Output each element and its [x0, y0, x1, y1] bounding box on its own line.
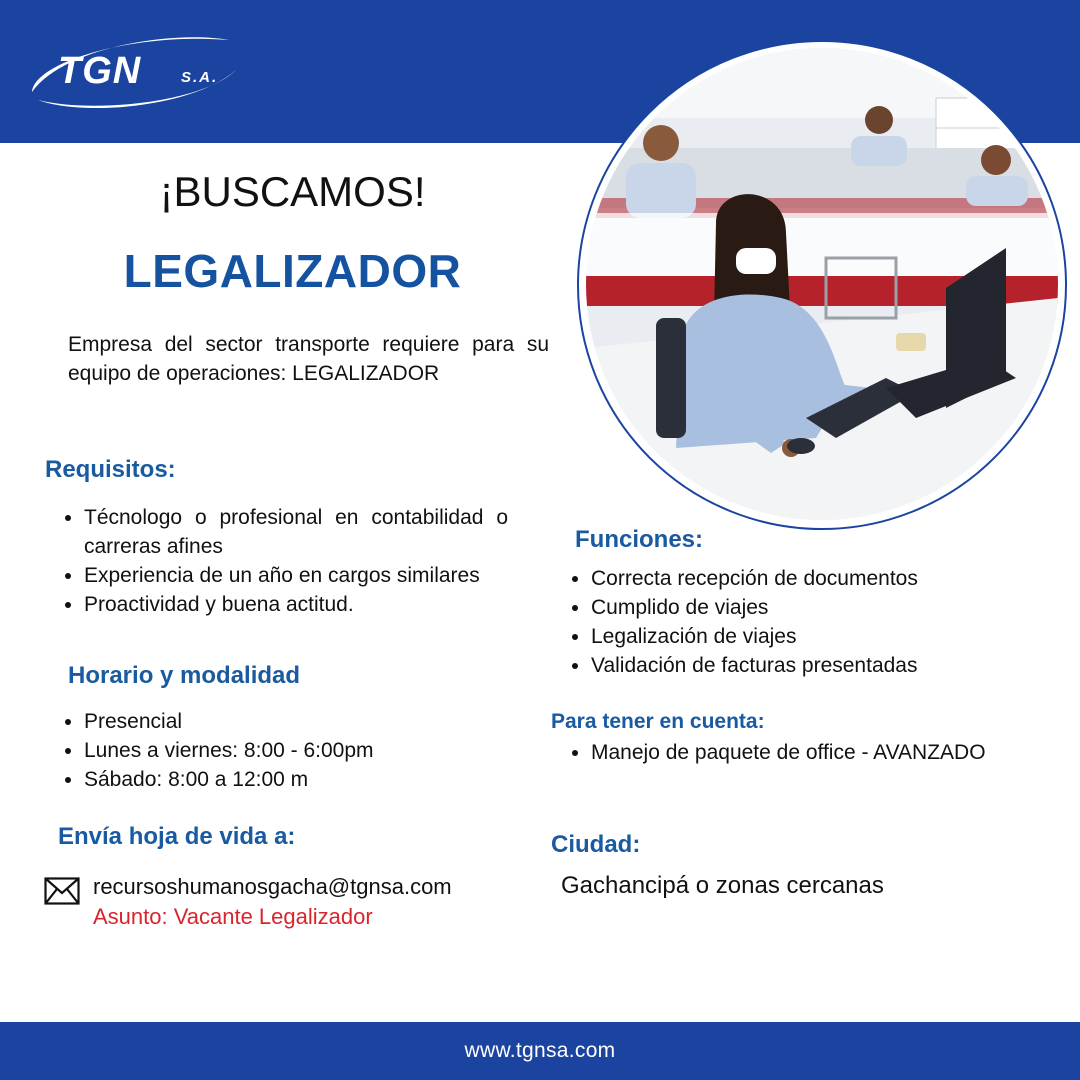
list-item: • Validación de facturas presentadas [591, 651, 1031, 680]
tener-en-cuenta-title: Para tener en cuenta: [551, 710, 765, 733]
list-item: • Presencial [84, 707, 524, 736]
list-item: • Legalización de viajes [591, 622, 1031, 651]
company-logo [24, 22, 244, 118]
list-item: • Correcta recepción de documentos [591, 564, 1031, 593]
list-item: • Lunes a viernes: 8:00 - 6:00pm [84, 736, 524, 765]
website-link[interactable]: www.tgnsa.com [464, 1039, 616, 1062]
tener-en-cuenta-list [567, 738, 1017, 767]
list-item: • Sábado: 8:00 a 12:00 m [84, 765, 524, 794]
footer-band [0, 1022, 1080, 1080]
tagline-heading: ¡BUSCAMOS! [159, 168, 426, 215]
envio-title: Envía hoja de vida a: [58, 823, 296, 850]
horario-list [60, 707, 524, 794]
horario-title: Horario y modalidad [68, 662, 301, 689]
ciudad-title: Ciudad: [551, 831, 641, 858]
requisitos-title: Requisitos: [45, 456, 176, 483]
logo-suffix: S.A. [181, 69, 219, 86]
intro-paragraph: Empresa del sector transporte requiere para su equipo de operaciones: LEGALIZADOR [68, 333, 549, 385]
logo-wordmark: TGN [58, 50, 142, 92]
list-item: • Técnologo o profesional en contabilidad o carreras afines [84, 503, 508, 561]
office-photo [586, 48, 1058, 520]
email-subject: Asunto: Vacante Legalizador [93, 904, 373, 929]
list-item: • Manejo de paquete de office - AVANZADO [591, 738, 1017, 767]
funciones-title: Funciones: [575, 526, 704, 553]
requisitos-list [60, 503, 508, 619]
list-item: • Proactividad y buena actitud. [84, 590, 508, 619]
list-item: • Experiencia de un año en cargos similares [84, 561, 508, 590]
envelope-icon [44, 877, 80, 905]
city-value: Gachancipá o zonas cercanas [561, 872, 884, 899]
list-item: • Cumplido de viajes [591, 593, 1031, 622]
email-link[interactable]: recursoshumanosgacha@tgnsa.com [93, 874, 452, 899]
role-heading: LEGALIZADOR [123, 245, 462, 297]
funciones-list [567, 564, 1031, 680]
